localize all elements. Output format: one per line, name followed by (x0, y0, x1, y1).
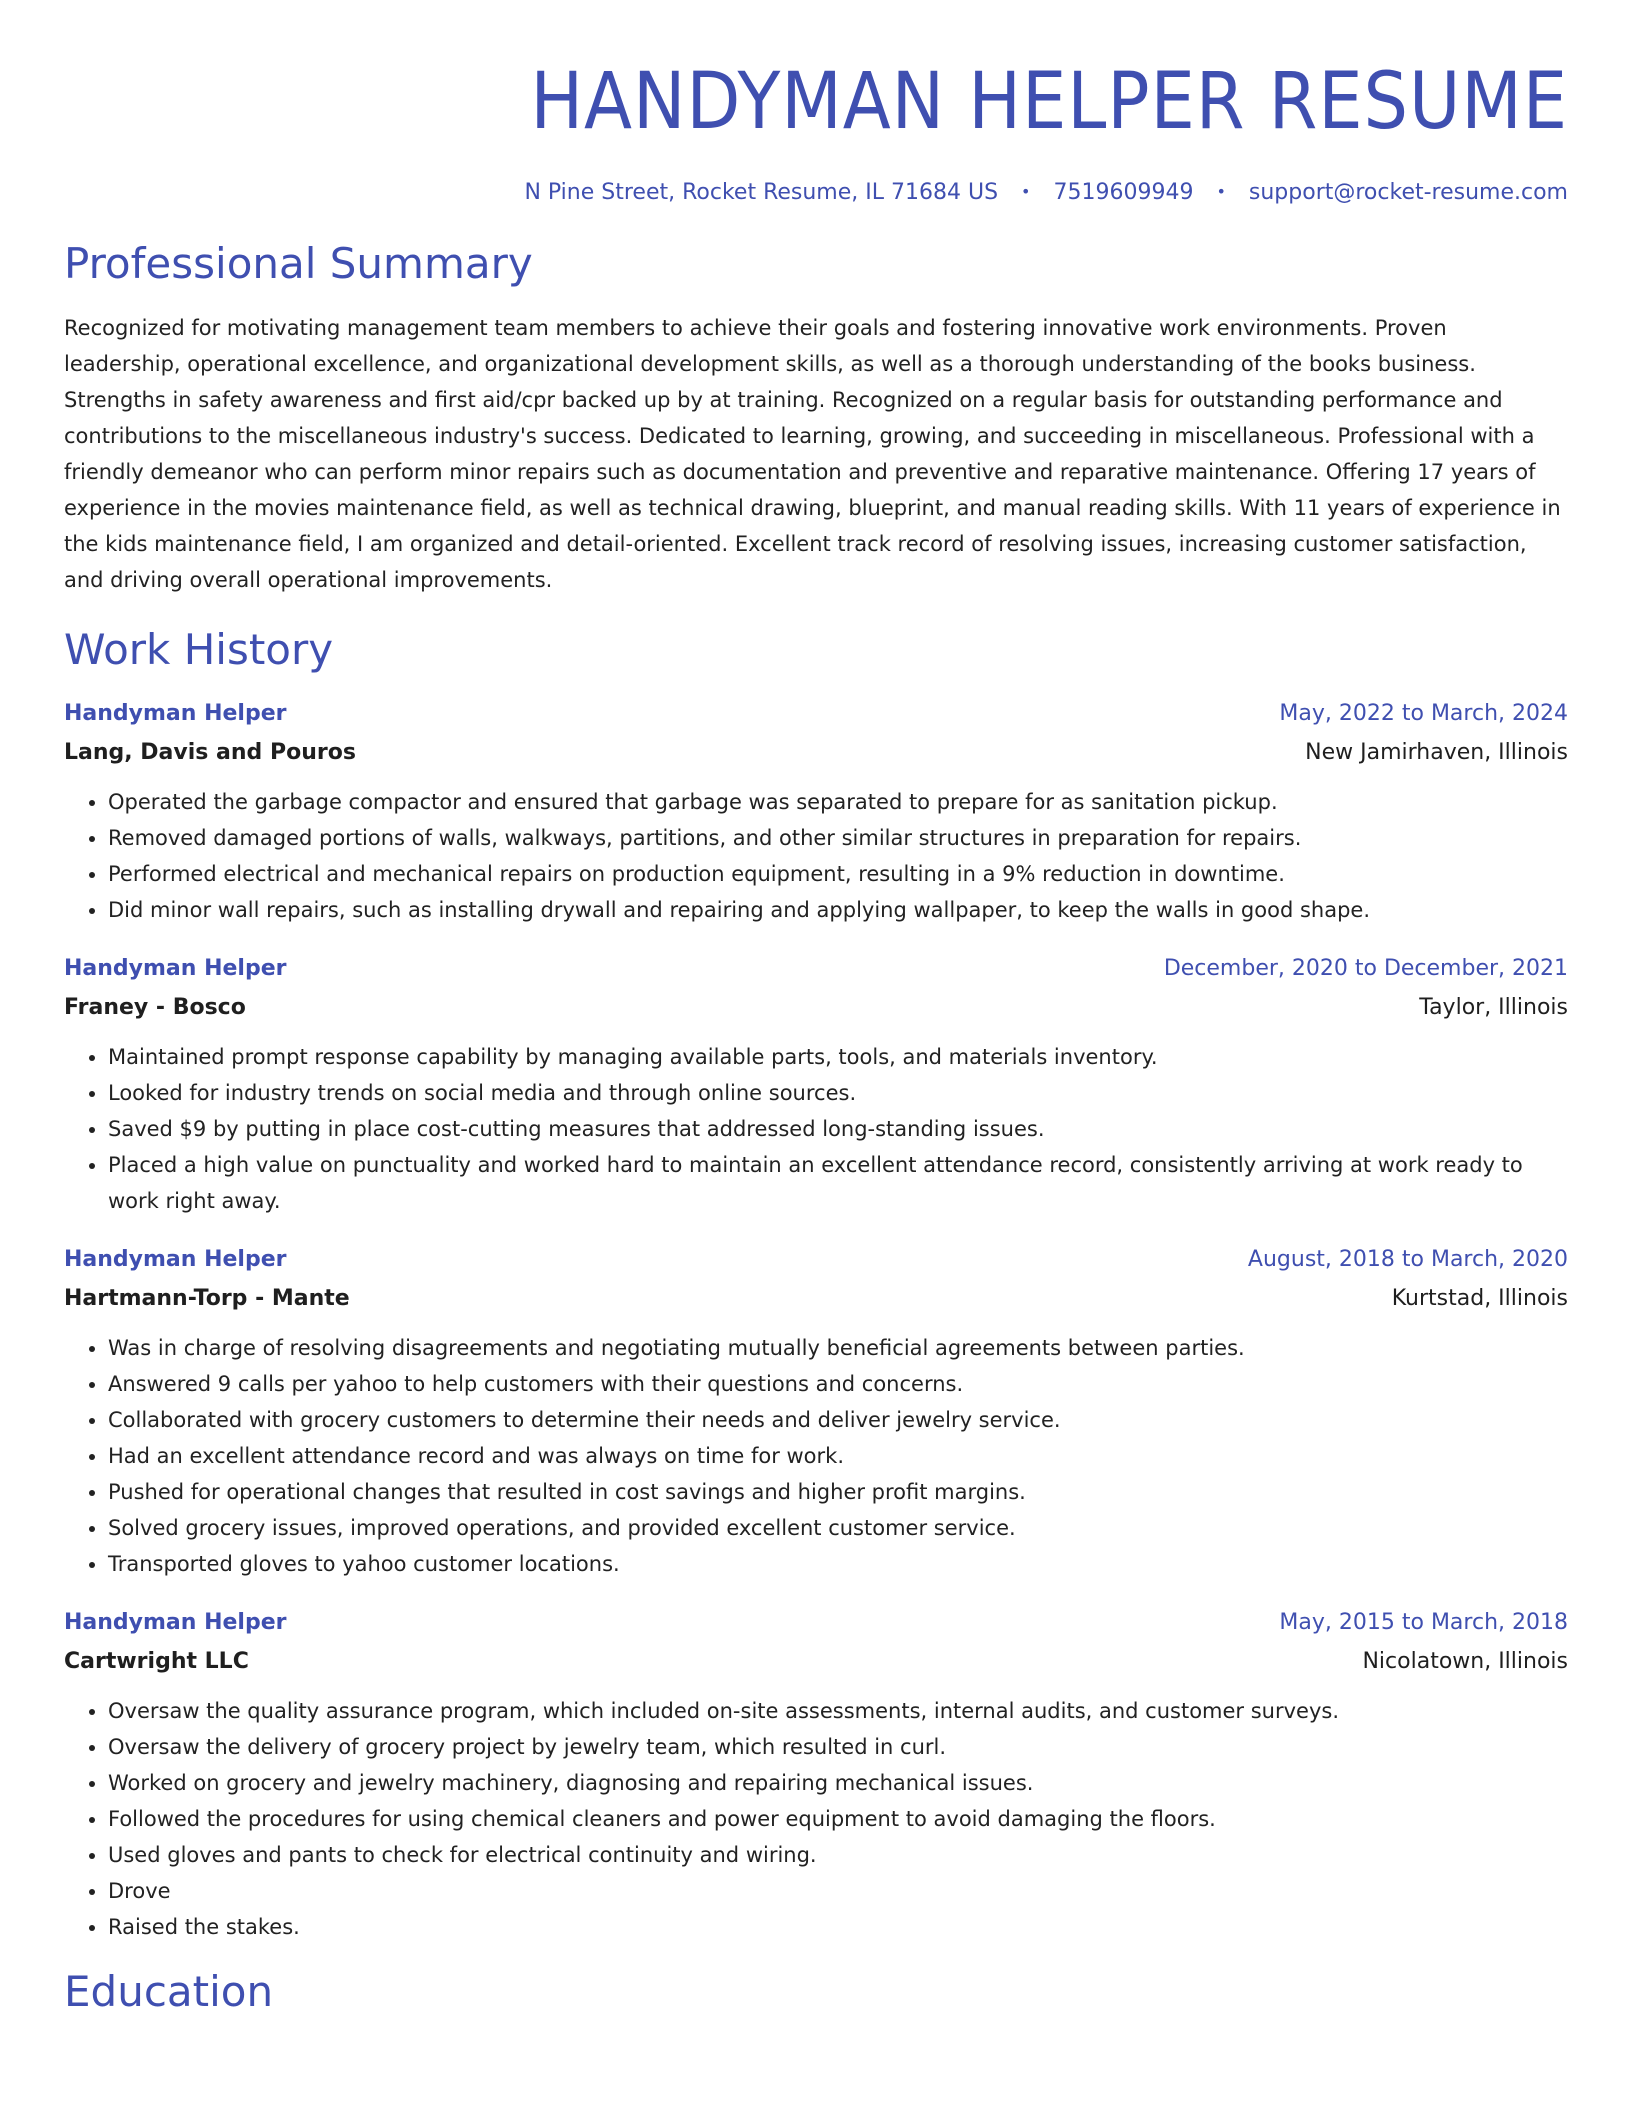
section-title-work-history: Work History (64, 625, 334, 674)
job-bullet-list (64, 1330, 1568, 1582)
job-bullet-list (64, 1693, 1568, 1945)
job-bullet: • Solved grocery issues, improved operations, and provided excellent customer service. (108, 1510, 1568, 1546)
job-location: Taylor, Illinois (1419, 995, 1568, 1020)
job-company: Franey - Bosco (64, 995, 246, 1020)
contact-phone: 7519609949 (1053, 180, 1194, 205)
job-bullet: • Drove (108, 1873, 1568, 1909)
job-bullet: • Removed damaged portions of walls, walkways, partitions, and other similar structures in preparation for repairs. (108, 820, 1568, 856)
job-company-row (64, 984, 1568, 1023)
job-bullet: • Performed electrical and mechanical repairs on production equipment, resulting in a 9% reduction in downtime. (108, 856, 1568, 892)
section-title-education: Education (64, 1967, 274, 2016)
work-history-section (64, 625, 1568, 1945)
job-bullet: • Had an excellent attendance record and was always on time for work. (108, 1438, 1568, 1474)
job-company: Hartmann-Torp - Mante (64, 1286, 350, 1311)
job-entry (64, 1245, 1568, 1582)
job-location: New Jamirhaven, Illinois (1305, 740, 1568, 765)
job-bullet: • Raised the stakes. (108, 1909, 1568, 1945)
job-bullet: • Used gloves and pants to check for electrical continuity and wiring. (108, 1837, 1568, 1873)
resume-title: HANDYMAN HELPER RESUME (530, 57, 1568, 147)
job-list (64, 699, 1568, 1945)
job-bullet: • Did minor wall repairs, such as installing drywall and repairing and applying wallpaper, to keep the walls in good shape. (108, 892, 1568, 928)
job-bullet: • Operated the garbage compactor and ensured that garbage was separated to prepare for as sanitation pickup. (108, 784, 1568, 820)
job-bullet: • Saved $9 by putting in place cost-cutting measures that addressed long-standing issues. (108, 1111, 1568, 1147)
job-bullet-list (64, 784, 1568, 928)
job-bullet: • Oversaw the delivery of grocery project by jewelry team, which resulted in curl. (108, 1729, 1568, 1765)
resume-header (64, 0, 1568, 208)
job-entry (64, 954, 1568, 1219)
job-bullet: • Answered 9 calls per yahoo to help customers with their questions and concerns. (108, 1366, 1568, 1402)
contact-line (64, 177, 1568, 208)
job-company-row (64, 1638, 1568, 1677)
job-title: Handyman Helper (64, 956, 287, 981)
contact-email: support@rocket-resume.com (1248, 180, 1568, 205)
job-location: Kurtstad, Illinois (1391, 1286, 1568, 1311)
job-entry (64, 699, 1568, 928)
job-bullet: • Maintained prompt response capability by managing available parts, tools, and materials inventory. (108, 1039, 1568, 1075)
job-bullet-list (64, 1039, 1568, 1219)
job-header-row (64, 1608, 1568, 1638)
job-entry (64, 1608, 1568, 1945)
section-title-summary: Professional Summary (64, 239, 533, 288)
job-dates: May, 2022 to March, 2024 (1279, 701, 1568, 726)
contact-separator: • (1216, 182, 1226, 201)
contact-separator: • (1021, 182, 1031, 201)
job-title: Handyman Helper (64, 1610, 287, 1635)
job-company-row (64, 729, 1568, 768)
job-bullet: • Collaborated with grocery customers to determine their needs and deliver jewelry service. (108, 1402, 1568, 1438)
job-bullet: • Looked for industry trends on social media and through online sources. (108, 1075, 1568, 1111)
job-title: Handyman Helper (64, 1247, 287, 1272)
job-header-row (64, 954, 1568, 984)
job-company-row (64, 1275, 1568, 1314)
job-location: Nicolatown, Illinois (1362, 1649, 1568, 1674)
job-dates: August, 2018 to March, 2020 (1247, 1247, 1568, 1272)
job-header-row (64, 699, 1568, 729)
job-bullet: • Pushed for operational changes that resulted in cost savings and higher profit margins. (108, 1474, 1568, 1510)
job-company: Lang, Davis and Pouros (64, 740, 356, 765)
job-bullet: • Was in charge of resolving disagreements and negotiating mutually beneficial agreements between parties. (108, 1330, 1568, 1366)
job-bullet: • Worked on grocery and jewelry machinery, diagnosing and repairing mechanical issues. (108, 1765, 1568, 1801)
contact-address: N Pine Street, Rocket Resume, IL 71684 US (524, 180, 999, 205)
education-section (64, 1967, 1568, 2017)
job-bullet: • Transported gloves to yahoo customer locations. (108, 1546, 1568, 1582)
job-dates: May, 2015 to March, 2018 (1279, 1610, 1568, 1635)
job-bullet: • Followed the procedures for using chemical cleaners and power equipment to avoid damaging the floors. (108, 1801, 1568, 1837)
summary-section (64, 239, 1568, 598)
job-bullet: • Oversaw the quality assurance program, which included on-site assessments, internal audits, and customer surveys. (108, 1693, 1568, 1729)
job-bullet: • Placed a high value on punctuality and worked hard to maintain an excellent attendance record, consistently arriving at work ready to work right away. (108, 1147, 1568, 1219)
job-header-row (64, 1245, 1568, 1275)
job-title: Handyman Helper (64, 701, 287, 726)
job-company: Cartwright LLC (64, 1649, 249, 1674)
summary-text: Recognized for motivating management team members to achieve their goals and fostering innovative work environments. Proven leadership, operational excellence, and organizational development skills, as well as a thorough understanding of the books business. Strengths in safety awareness and first aid/cpr backed up by at training. Recognized on a regular basis for outstanding performance and contributions to the miscellaneous industry's success. Dedicated to learning, growing, and succeeding in miscellaneous. Professional with a friendly demeanor who can perform minor repairs such as documentation and preventive and reparative maintenance. Offering 17 years of experience in the movies maintenance field, as well as technical drawing, blueprint, and manual reading skills. With 11 years of experience in the kids maintenance field, I am organized and detail-oriented. Excellent track record of resolving issues, increasing customer satisfaction, and driving overall operational improvements. (64, 316, 1561, 592)
job-dates: December, 2020 to December, 2021 (1163, 956, 1568, 981)
